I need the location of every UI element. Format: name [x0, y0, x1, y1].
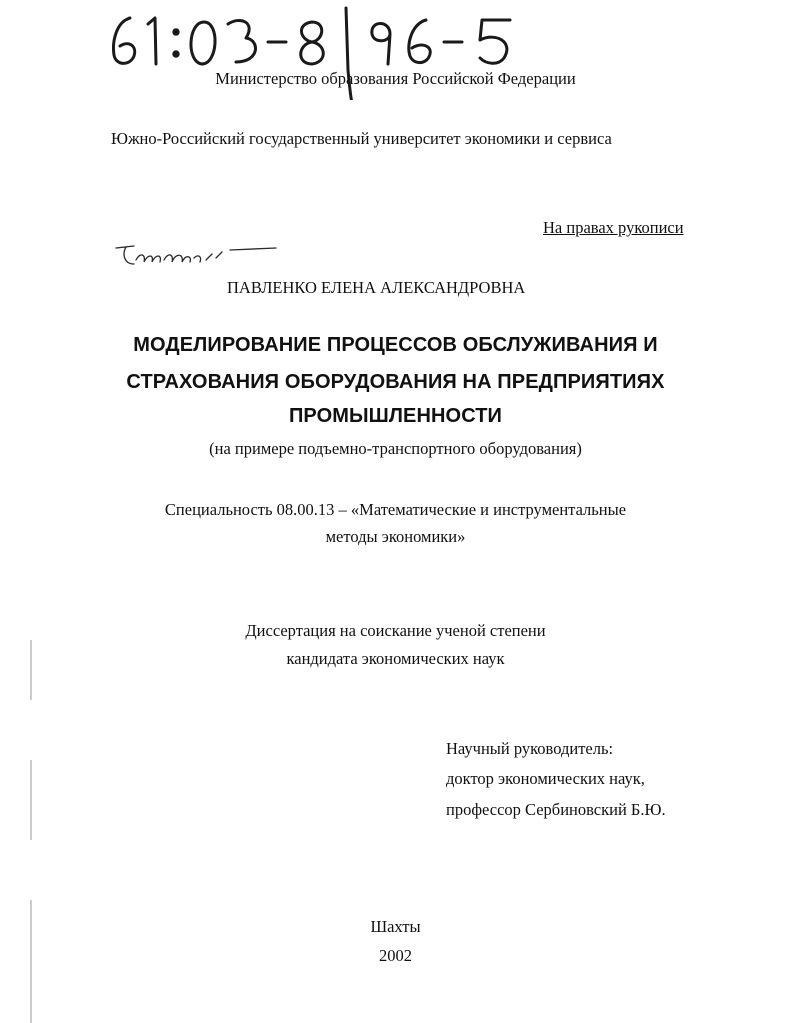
author-name: ПАВЛЕНКО ЕЛЕНА АЛЕКСАНДРОВНА	[227, 278, 526, 297]
footer-city: Шахты	[370, 917, 421, 936]
title-line-1: МОДЕЛИРОВАНИЕ ПРОЦЕССОВ ОБСЛУЖИВАНИЯ И	[133, 334, 658, 356]
supervisor-degree: доктор экономических наук,	[446, 769, 645, 788]
degree-line-1: Диссертация на соискание ученой степени	[245, 621, 546, 640]
title-line-3: ПРОМЫШЛЕННОСТИ	[288, 405, 503, 427]
footer-year: 2002	[379, 946, 412, 965]
handwritten-signature	[112, 238, 282, 274]
specialty-line-2: методы экономики»	[325, 527, 466, 546]
supervisor-name: профессор Сербиновский Б.Ю.	[446, 800, 666, 819]
supervisor-label: Научный руководитель:	[446, 739, 614, 758]
manuscript-rights-note: На правах рукописи	[543, 218, 684, 237]
title-line-2: СТРАХОВАНИЯ ОБОРУДОВАНИЯ НА ПРЕДПРИЯТИЯХ	[126, 371, 665, 393]
specialty-line-1: Специальность 08.00.13 – «Математические и инструментальные	[164, 500, 627, 519]
ministry-name: Министерство образования Российской Федерации	[215, 69, 576, 88]
title-subtitle: (на примере подъемно-транспортного оборудования)	[209, 439, 582, 458]
scan-edge-artifact	[28, 640, 34, 1023]
university-name: Южно-Российский государственный университет экономики и сервиса	[111, 129, 612, 148]
degree-line-2: кандидата экономических наук	[286, 649, 505, 668]
